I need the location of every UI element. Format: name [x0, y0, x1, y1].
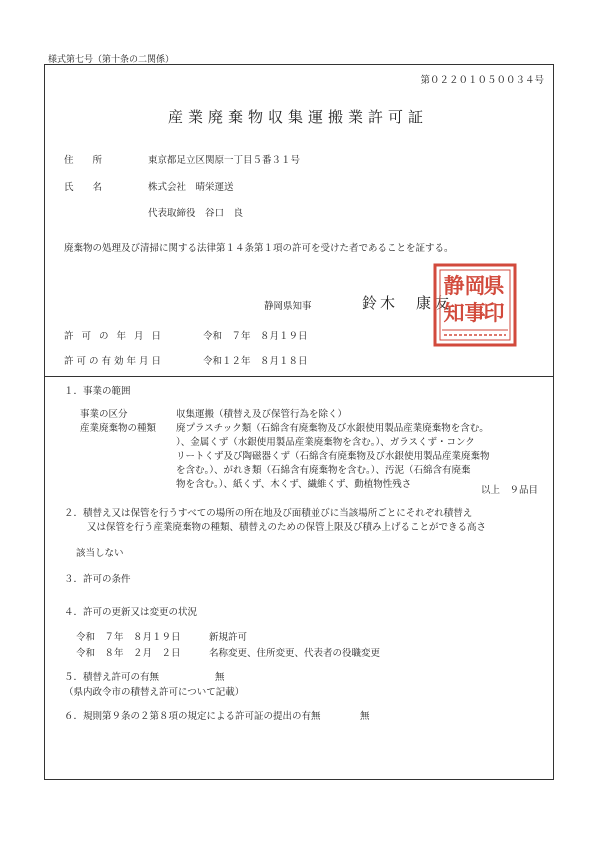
section-5-note: （県内政令市の積替え許可について記載）	[64, 687, 245, 698]
waste-line-3: リートくず及び陶磁器くず（石綿含有廃棄物及び水銀使用製品産業廃棄物	[176, 451, 490, 462]
business-type-label: 事業の区分	[80, 409, 128, 420]
representative-name: 代表取締役 谷口 良	[148, 208, 244, 219]
form-label: 様式第七号（第十条の二関係）	[48, 55, 175, 65]
svg-text:岡: 岡	[464, 273, 486, 298]
company-name: 株式会社 晴栄運送	[148, 182, 234, 193]
business-type-value: 収集運搬（積替え及び保管行為を除く）	[176, 409, 348, 420]
expiry-date-label: 許可の有効年月日	[64, 356, 165, 367]
section-divider	[44, 376, 554, 377]
permit-date-value: 令和 ７年 ８月１９日	[203, 331, 308, 342]
section-2-heading-line-2: 又は保管を行う産業廃棄物の種類、積替えのための保管上限及び積み上げることができる高さ	[87, 522, 487, 533]
svg-text:静: 静	[443, 273, 465, 298]
official-seal-icon	[432, 262, 518, 348]
waste-types-label: 産業廃棄物の種類	[80, 423, 157, 434]
waste-line-5: 物を含む。）、紙くず、木くず、繊維くず、動植物性残さ	[176, 479, 412, 490]
expiry-date-value: 令和１２年 ８月１８日	[203, 356, 308, 367]
waste-line-2: ）、金属くず（水銀使用製品産業廃棄物を含む。）、ガラスくず・コンク	[176, 437, 475, 448]
waste-line-1: 廃プラスチック類（石綿含有廃棄物及び水銀使用製品産業廃棄物を含む。	[176, 423, 489, 434]
address-value: 東京都足立区関原一丁目５番３１号	[148, 155, 301, 166]
update-2-desc: 名称変更、住所変更、代表者の役職変更	[209, 648, 381, 659]
section-5-heading: ５．積替え許可の有無	[64, 672, 160, 683]
page-title: 産業廃棄物収集運搬業許可証	[167, 108, 428, 126]
svg-text:知: 知	[443, 300, 465, 325]
section-6-value: 無	[360, 711, 370, 722]
section-6-heading: ６．規則第９条の２第８項の規定による許可証の提出の有無	[64, 711, 321, 722]
waste-count: 以上 ９品目	[480, 485, 538, 496]
svg-text:印: 印	[483, 300, 505, 325]
update-1-desc: 新規許可	[209, 632, 248, 643]
address-label: 住 所	[64, 155, 103, 166]
issuer-name: 鈴木 康友	[362, 294, 453, 312]
certification-text: 廃棄物の処理及び清掃に関する法律第１４条第１項の許可を受けた者であることを証する。	[64, 243, 454, 254]
svg-text:事: 事	[464, 300, 486, 325]
update-1-date: 令和 ７年 ８月１９日	[76, 632, 181, 643]
section-3-heading: ３．許可の条件	[64, 574, 131, 585]
permit-date-label: 許可の年月日	[64, 331, 170, 342]
section-5-value: 無	[215, 672, 225, 683]
section-4-heading: ４．許可の更新又は変更の状況	[64, 607, 198, 618]
svg-text:県: 県	[483, 273, 505, 298]
issuer-title: 静岡県知事	[264, 301, 312, 312]
section-1-heading: １．事業の範囲	[64, 386, 131, 397]
permit-number: 第０２２０１０５００３４号	[420, 75, 544, 86]
section-2-value: 該当しない	[76, 548, 124, 559]
name-label: 氏 名	[64, 182, 103, 193]
update-2-date: 令和 ８年 ２月 ２日	[76, 648, 181, 659]
section-2-heading-line-1: ２．積替え又は保管を行うすべての場所の所在地及び面積並びに当該場所ごとにそれぞれ積替え	[64, 508, 473, 519]
waste-line-4: を含む。）、がれき類（石綿含有廃棄物を含む。）、汚泥（石綿含有廃棄	[176, 465, 471, 476]
